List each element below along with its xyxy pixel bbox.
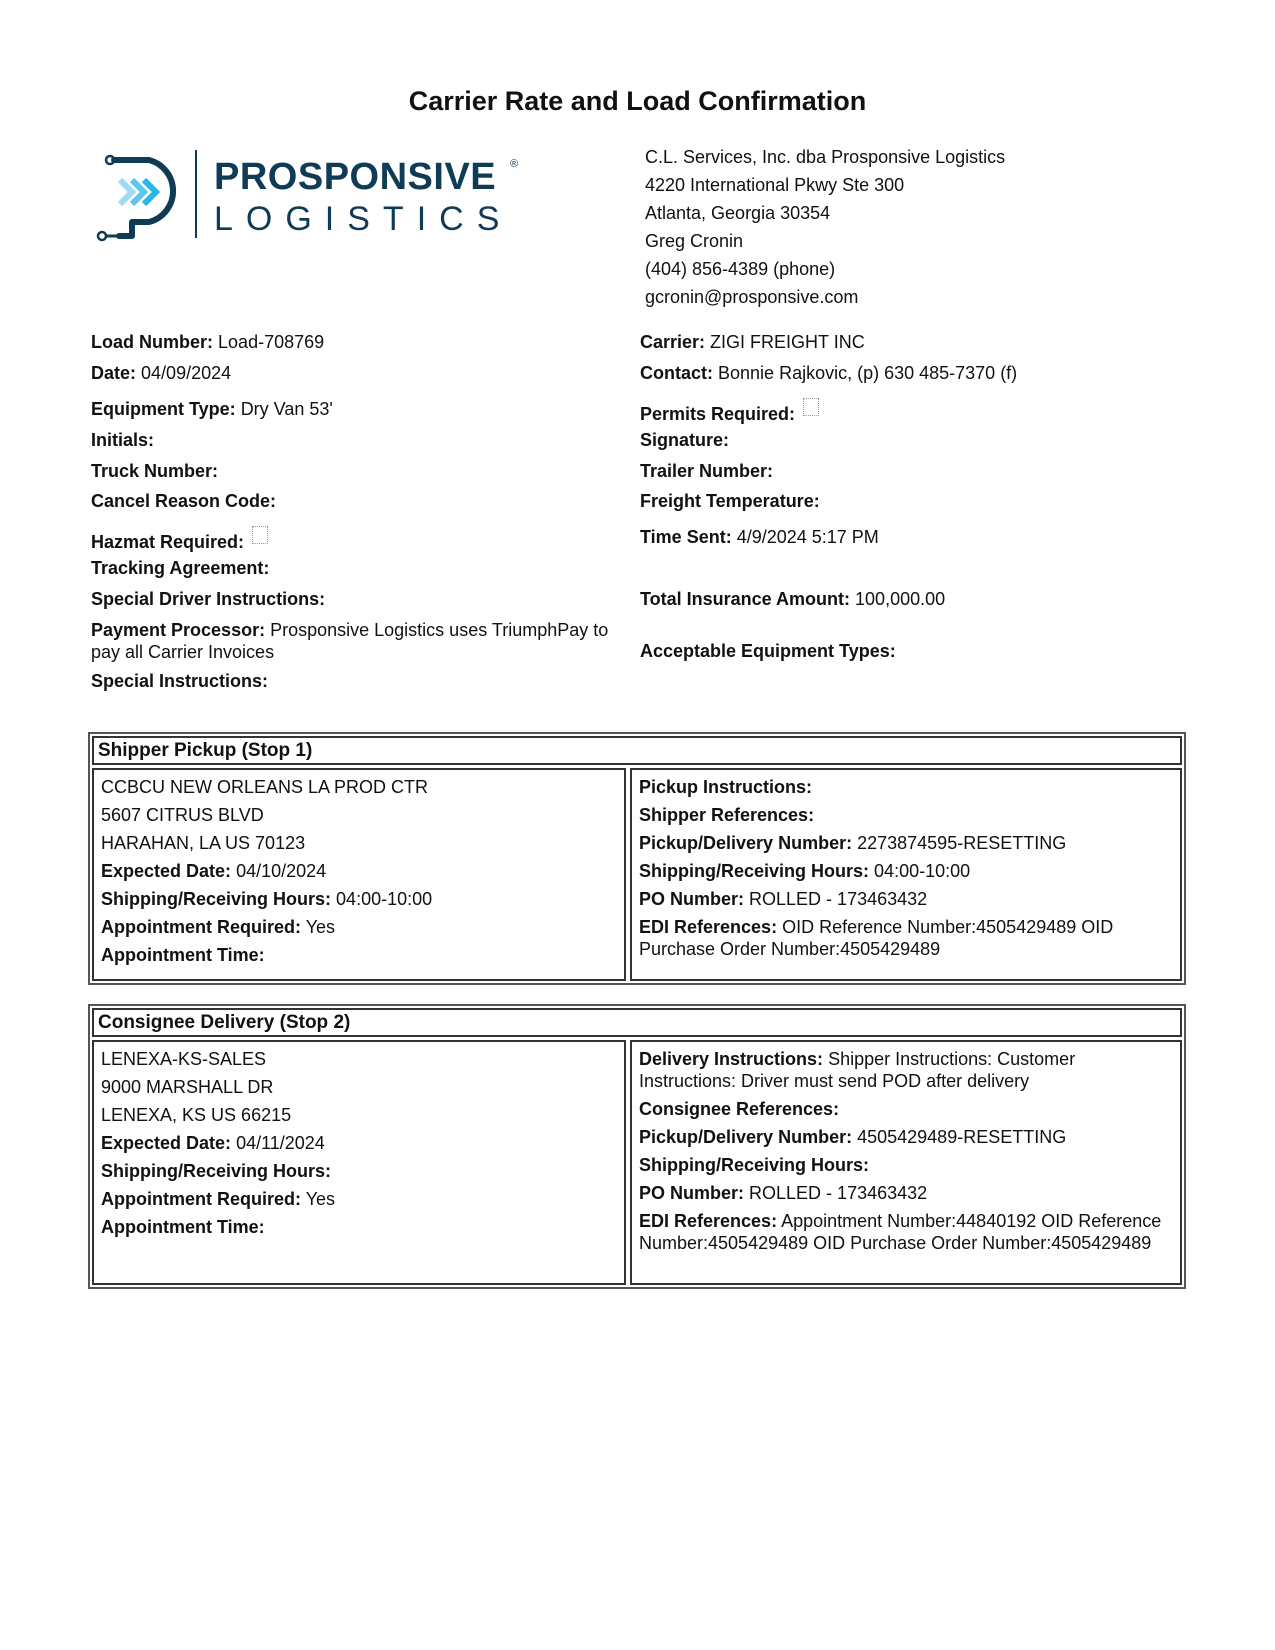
equipment-type-field: Equipment Type: Dry Van 53' (91, 399, 333, 419)
contact-field: Contact: Bonnie Rajkovic, (p) 630 485-7370 (f) (640, 363, 1018, 383)
shipper-address-cell (92, 768, 626, 981)
stop1-edi-references: EDI References: OID Reference Number:4505429489 OID Purchase Order Number:4505429489 (639, 917, 1114, 959)
total-insurance-field: Total Insurance Amount: 100,000.00 (640, 589, 946, 609)
stop2-receiving-hours: Shipping/Receiving Hours: (639, 1155, 870, 1175)
shipper-pickup-header: Shipper Pickup (Stop 1) (92, 736, 1182, 765)
payment-processor-value: Prosponsive Logistics uses TriumphPay to pay all Carrier Invoices (91, 620, 609, 662)
stop1-receiving-hours: Shipping/Receiving Hours: 04:00-10:00 (639, 861, 971, 881)
company-address-block (645, 143, 1005, 311)
tracking-agreement-field: Tracking Agreement: (91, 558, 270, 578)
equipment-type-value: Dry Van 53' (240, 399, 333, 419)
consignee-appointment-time: Appointment Time: (101, 1217, 265, 1237)
total-insurance-value: 100,000.00 (855, 589, 946, 609)
shipper-references: Shipper References: (639, 805, 815, 825)
company-address-line1: 4220 International Pkwy Ste 300 (645, 175, 905, 195)
stop1-po-number: PO Number: ROLLED - 173463432 (639, 889, 928, 909)
delivery-instructions: Delivery Instructions: Shipper Instructions: Customer Instructions: Driver must send POD after delivery (639, 1049, 1076, 1091)
consignee-delivery-section (88, 1004, 1186, 1289)
shipper-details-cell (630, 768, 1182, 981)
consignee-hours: Shipping/Receiving Hours: (101, 1161, 332, 1181)
shipper-street: 5607 CITRUS BLVD (101, 805, 264, 825)
consignee-address-cell (92, 1040, 626, 1285)
permits-checkbox[interactable] (803, 398, 819, 416)
load-number-field: Load Number: Load-708769 (91, 332, 325, 352)
consignee-street: 9000 MARSHALL DR (101, 1077, 274, 1097)
consignee-city: LENEXA, KS US 66215 (101, 1105, 292, 1125)
shipper-expected-date: Expected Date: 04/10/2024 (101, 861, 327, 881)
shipper-city: HARAHAN, LA US 70123 (101, 833, 306, 853)
carrier-value: ZIGI FREIGHT INC (710, 332, 865, 352)
pickup-instructions: Pickup Instructions: (639, 777, 813, 797)
shipper-appointment-required: Appointment Required: Yes (101, 917, 336, 937)
consignee-delivery-header: Consignee Delivery (Stop 2) (92, 1008, 1182, 1037)
hazmat-field: Hazmat Required: (91, 526, 268, 553)
truck-number-field: Truck Number: (91, 461, 219, 481)
consignee-references: Consignee References: (639, 1099, 840, 1119)
company-contact: Greg Cronin (645, 231, 744, 251)
carrier-field: Carrier: ZIGI FREIGHT INC (640, 332, 865, 352)
payment-processor-field: Payment Processor: Prosponsive Logistics uses TriumphPay to pay all Carrier Invoices (91, 620, 609, 662)
date-field: Date: 04/09/2024 (91, 363, 232, 383)
acceptable-equipment-field: Acceptable Equipment Types: (640, 641, 896, 661)
shipper-hours: Shipping/Receiving Hours: 04:00-10:00 (101, 889, 433, 909)
time-sent-value: 4/9/2024 5:17 PM (736, 527, 879, 547)
consignee-name: LENEXA-KS-SALES (101, 1049, 267, 1069)
load-number-value: Load-708769 (218, 332, 325, 352)
date-value: 04/09/2024 (141, 363, 232, 383)
logo-word-prosponsive: PROSPONSIVE (214, 156, 497, 198)
consignee-expected-date: Expected Date: 04/11/2024 (101, 1133, 325, 1153)
logo-word-logistics: LOGISTICS (214, 200, 513, 238)
consignee-details-cell (630, 1040, 1182, 1285)
consignee-appointment-required: Appointment Required: Yes (101, 1189, 336, 1209)
cancel-reason-field: Cancel Reason Code: (91, 491, 277, 511)
signature-field: Signature: (640, 430, 730, 450)
hazmat-checkbox[interactable] (252, 526, 268, 544)
special-driver-instructions-field: Special Driver Instructions: (91, 589, 326, 609)
shipper-appointment-time: Appointment Time: (101, 945, 265, 965)
stop1-pickup-delivery-number: Pickup/Delivery Number: 2273874595-RESETTING (639, 833, 1067, 853)
stop2-edi-references: EDI References: Appointment Number:44840192 OID Reference Number:4505429489 OID Purchase Order Number:4505429489 (639, 1211, 1162, 1253)
stop2-po-number: PO Number: ROLLED - 173463432 (639, 1183, 928, 1203)
company-phone: (404) 856-4389 (phone) (645, 259, 836, 279)
logo-registered-mark: ® (510, 158, 519, 170)
freight-temperature-field: Freight Temperature: (640, 491, 820, 511)
time-sent-field: Time Sent: 4/9/2024 5:17 PM (640, 527, 879, 547)
shipper-pickup-section (88, 732, 1186, 985)
company-name: C.L. Services, Inc. dba Prosponsive Logistics (645, 147, 1006, 167)
stop2-pickup-delivery-number: Pickup/Delivery Number: 4505429489-RESETTING (639, 1127, 1067, 1147)
company-address-line2: Atlanta, Georgia 30354 (645, 203, 831, 223)
permits-required-field: Permits Required: (640, 398, 819, 425)
initials-field: Initials: (91, 430, 155, 450)
trailer-number-field: Trailer Number: (640, 461, 774, 481)
page-title: Carrier Rate and Load Confirmation (408, 86, 867, 116)
special-instructions-field: Special Instructions: (91, 671, 269, 691)
company-logo (94, 150, 534, 245)
logo-mark-icon (94, 150, 204, 245)
contact-value: Bonnie Rajkovic, (p) 630 485-7370 (f) (718, 363, 1018, 383)
company-email: gcronin@prosponsive.com (645, 287, 859, 307)
shipper-name: CCBCU NEW ORLEANS LA PROD CTR (101, 777, 429, 797)
